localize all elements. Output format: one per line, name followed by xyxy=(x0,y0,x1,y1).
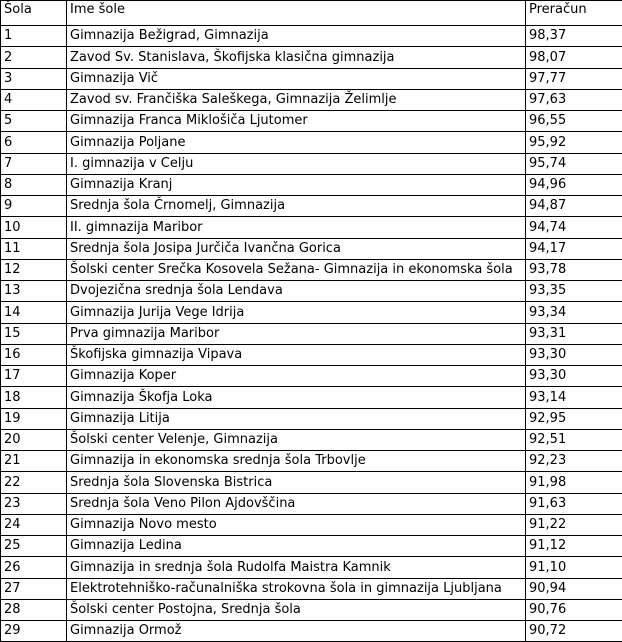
score-cell: 92,23 xyxy=(526,451,622,472)
school-name-cell: Šolski center Postojna, Srednja šola xyxy=(67,599,526,620)
rank-cell: 25 xyxy=(1,536,67,557)
school-name-cell: Srednja šola Josipa Jurčiča Ivančna Gorica xyxy=(67,238,526,259)
table-row xyxy=(1,408,622,429)
school-name-cell: Srednja šola Slovenska Bistrica xyxy=(67,472,526,493)
header-score: Preračun xyxy=(526,1,622,26)
score-cell: 91,98 xyxy=(526,472,622,493)
rank-cell: 12 xyxy=(1,259,67,280)
rank-cell: 23 xyxy=(1,493,67,514)
school-name-cell: Šolski center Srečka Kosovela Sežana- Gimnazija in ekonomska šola xyxy=(67,259,526,280)
school-name-cell: Dvojezična srednja šola Lendava xyxy=(67,281,526,302)
table-row xyxy=(1,429,622,450)
rank-cell: 5 xyxy=(1,111,67,132)
school-name-cell: Gimnazija in srednja šola Rudolfa Maistra Kamnik xyxy=(67,557,526,578)
score-cell: 90,94 xyxy=(526,578,622,599)
table-row xyxy=(1,578,622,599)
table-row xyxy=(1,68,622,89)
school-name-cell: Gimnazija in ekonomska srednja šola Trbovlje xyxy=(67,451,526,472)
rank-cell: 20 xyxy=(1,429,67,450)
score-cell: 96,55 xyxy=(526,111,622,132)
school-name-cell: II. gimnazija Maribor xyxy=(67,217,526,238)
school-name-cell: Gimnazija Ormož xyxy=(67,621,526,642)
table-row xyxy=(1,174,622,195)
school-name-cell: Šolski center Velenje, Gimnazija xyxy=(67,429,526,450)
rank-cell: 18 xyxy=(1,387,67,408)
table-row xyxy=(1,302,622,323)
score-cell: 94,74 xyxy=(526,217,622,238)
rank-cell: 8 xyxy=(1,174,67,195)
header-row xyxy=(1,1,622,26)
rank-cell: 13 xyxy=(1,281,67,302)
rank-cell: 9 xyxy=(1,196,67,217)
table-row xyxy=(1,153,622,174)
rank-cell: 4 xyxy=(1,89,67,110)
table-row xyxy=(1,514,622,535)
school-name-cell: Gimnazija Jurija Vege Idrija xyxy=(67,302,526,323)
score-cell: 91,63 xyxy=(526,493,622,514)
rank-cell: 17 xyxy=(1,366,67,387)
table-row xyxy=(1,536,622,557)
school-name-cell: Gimnazija Ledina xyxy=(67,536,526,557)
table-row xyxy=(1,493,622,514)
school-name-cell: Škofijska gimnazija Vipava xyxy=(67,344,526,365)
score-cell: 94,96 xyxy=(526,174,622,195)
score-cell: 98,07 xyxy=(526,47,622,68)
table-row xyxy=(1,323,622,344)
table-header xyxy=(1,1,622,26)
rank-cell: 22 xyxy=(1,472,67,493)
school-name-cell: Gimnazija Bežigrad, Gimnazija xyxy=(67,26,526,47)
score-cell: 92,95 xyxy=(526,408,622,429)
score-cell: 93,30 xyxy=(526,366,622,387)
rank-cell: 29 xyxy=(1,621,67,642)
rank-cell: 7 xyxy=(1,153,67,174)
school-name-cell: Srednja šola Veno Pilon Ajdovščina xyxy=(67,493,526,514)
table-row xyxy=(1,111,622,132)
rank-cell: 2 xyxy=(1,47,67,68)
score-cell: 95,74 xyxy=(526,153,622,174)
score-cell: 91,10 xyxy=(526,557,622,578)
school-name-cell: Elektrotehniško-računalniška strokovna šola in gimnazija Ljubljana xyxy=(67,578,526,599)
school-name-cell: Gimnazija Vič xyxy=(67,68,526,89)
table-row xyxy=(1,196,622,217)
school-name-cell: I. gimnazija v Celju xyxy=(67,153,526,174)
school-name-cell: Gimnazija Novo mesto xyxy=(67,514,526,535)
score-cell: 94,17 xyxy=(526,238,622,259)
rank-cell: 16 xyxy=(1,344,67,365)
score-cell: 98,37 xyxy=(526,26,622,47)
school-name-cell: Gimnazija Koper xyxy=(67,366,526,387)
school-name-cell: Zavod sv. Frančiška Saleškega, Gimnazija Želimlje xyxy=(67,89,526,110)
table-row xyxy=(1,344,622,365)
rank-cell: 24 xyxy=(1,514,67,535)
score-cell: 93,34 xyxy=(526,302,622,323)
table-row xyxy=(1,366,622,387)
score-cell: 97,63 xyxy=(526,89,622,110)
table-body xyxy=(1,26,622,642)
rank-cell: 14 xyxy=(1,302,67,323)
score-cell: 92,51 xyxy=(526,429,622,450)
table-row xyxy=(1,238,622,259)
table-row xyxy=(1,621,622,642)
rank-cell: 3 xyxy=(1,68,67,89)
school-name-cell: Gimnazija Poljane xyxy=(67,132,526,153)
table-row xyxy=(1,89,622,110)
rank-cell: 26 xyxy=(1,557,67,578)
school-name-cell: Gimnazija Litija xyxy=(67,408,526,429)
score-cell: 93,78 xyxy=(526,259,622,280)
score-cell: 93,14 xyxy=(526,387,622,408)
school-name-cell: Gimnazija Škofja Loka xyxy=(67,387,526,408)
score-cell: 93,35 xyxy=(526,281,622,302)
table-row xyxy=(1,26,622,47)
score-cell: 90,72 xyxy=(526,621,622,642)
score-cell: 91,22 xyxy=(526,514,622,535)
school-name-cell: Prva gimnazija Maribor xyxy=(67,323,526,344)
score-cell: 90,76 xyxy=(526,599,622,620)
table-row xyxy=(1,217,622,238)
rank-cell: 27 xyxy=(1,578,67,599)
school-name-cell: Gimnazija Franca Miklošiča Ljutomer xyxy=(67,111,526,132)
rank-cell: 19 xyxy=(1,408,67,429)
rank-cell: 10 xyxy=(1,217,67,238)
table-row xyxy=(1,387,622,408)
score-cell: 94,87 xyxy=(526,196,622,217)
header-school-name: Ime šole xyxy=(67,1,526,26)
rank-cell: 11 xyxy=(1,238,67,259)
table-row xyxy=(1,599,622,620)
table-row xyxy=(1,281,622,302)
rank-cell: 1 xyxy=(1,26,67,47)
rank-cell: 6 xyxy=(1,132,67,153)
score-cell: 91,12 xyxy=(526,536,622,557)
table-row xyxy=(1,47,622,68)
rank-cell: 15 xyxy=(1,323,67,344)
school-name-cell: Zavod Sv. Stanislava, Škofijska klasična gimnazija xyxy=(67,47,526,68)
score-cell: 95,92 xyxy=(526,132,622,153)
table-row xyxy=(1,259,622,280)
rank-cell: 21 xyxy=(1,451,67,472)
score-cell: 93,31 xyxy=(526,323,622,344)
table-row xyxy=(1,132,622,153)
rank-cell: 28 xyxy=(1,599,67,620)
school-name-cell: Srednja šola Črnomelj, Gimnazija xyxy=(67,196,526,217)
table-row xyxy=(1,451,622,472)
table-row xyxy=(1,472,622,493)
score-cell: 97,77 xyxy=(526,68,622,89)
table-row xyxy=(1,557,622,578)
score-cell: 93,30 xyxy=(526,344,622,365)
school-name-cell: Gimnazija Kranj xyxy=(67,174,526,195)
header-rank: Šola xyxy=(1,1,67,26)
